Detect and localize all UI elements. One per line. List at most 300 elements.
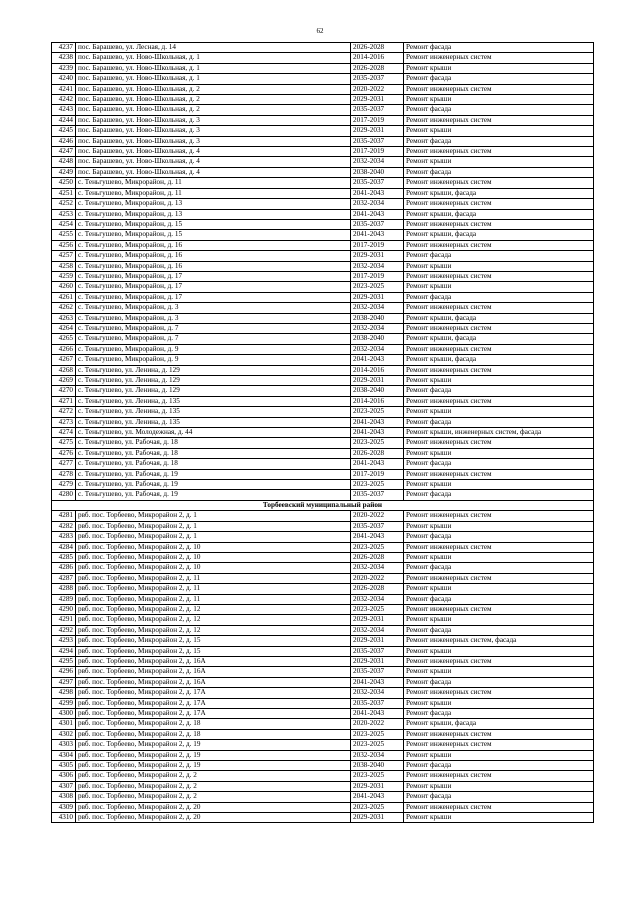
row-address: с. Теньгушево, ул. Рабочая, д. 18 [76,459,351,469]
table-row [52,688,594,698]
row-address: рвб. пос. Торбеево, Микрорайон 2, д. 18 [76,719,351,729]
row-work-type: Ремонт инженерных систем [404,303,594,313]
table-row [52,813,594,823]
row-number: 4285 [52,552,76,562]
row-address: рвб. пос. Торбеево, Микрорайон 2, д. 10 [76,542,351,552]
row-address: пос. Барашево, ул. Ново-Школьная, д. 1 [76,74,351,84]
table-row [52,240,594,250]
row-work-type: Ремонт крыши [404,646,594,656]
row-period: 2029-2031 [351,656,404,666]
row-period: 2029-2031 [351,95,404,105]
page-number: 62 [316,27,324,35]
table-row [52,761,594,771]
row-period: 2020-2022 [351,511,404,521]
row-work-type: Ремонт инженерных систем [404,53,594,63]
row-number: 4299 [52,698,76,708]
row-number: 4279 [52,480,76,490]
row-work-type: Ремонт крыши, фасада [404,230,594,240]
row-work-type: Ремонт инженерных систем [404,178,594,188]
table-row [52,542,594,552]
row-work-type: Ремонт инженерных систем [404,469,594,479]
table-row [52,667,594,677]
row-work-type: Ремонт фасада [404,594,594,604]
row-period: 2032-2034 [351,303,404,313]
row-address: рвб. пос. Торбеево, Микрорайон 2, д. 12 [76,604,351,614]
row-period: 2032-2034 [351,594,404,604]
table-row [52,334,594,344]
row-work-type: Ремонт крыши [404,63,594,73]
row-number: 4286 [52,563,76,573]
table-row [52,740,594,750]
row-period: 2026-2028 [351,43,404,53]
row-address: рвб. пос. Торбеево, Микрорайон 2, д. 19 [76,761,351,771]
row-address: с. Теньгушево, ул. Ленина, д. 135 [76,396,351,406]
row-work-type: Ремонт инженерных систем [404,438,594,448]
row-address: рвб. пос. Торбеево, Микрорайон 2, д. 10 [76,563,351,573]
row-period: 2032-2034 [351,344,404,354]
row-number: 4267 [52,355,76,365]
table-row [52,115,594,125]
row-address: пос. Барашево, ул. Лесная, д. 14 [76,43,351,53]
row-period: 2032-2034 [351,261,404,271]
table-row [52,396,594,406]
row-number: 4291 [52,615,76,625]
row-period: 2023-2025 [351,802,404,812]
row-number: 4293 [52,636,76,646]
table-row [52,584,594,594]
table-row [52,95,594,105]
row-period: 2017-2019 [351,271,404,281]
row-number: 4237 [52,43,76,53]
row-number: 4302 [52,729,76,739]
row-number: 4275 [52,438,76,448]
row-address: пос. Барашево, ул. Ново-Школьная, д. 4 [76,147,351,157]
row-period: 2041-2043 [351,677,404,687]
table-row [52,709,594,719]
row-work-type: Ремонт фасада [404,167,594,177]
table-row [52,563,594,573]
row-period: 2032-2034 [351,625,404,635]
row-period: 2020-2022 [351,84,404,94]
row-address: рвб. пос. Торбеево, Микрорайон 2, д. 17А [76,709,351,719]
row-period: 2026-2028 [351,448,404,458]
row-work-type: Ремонт фасада [404,792,594,802]
row-address: с. Теньгушево, Микрорайон, д. 13 [76,209,351,219]
row-period: 2032-2034 [351,323,404,333]
row-period: 2029-2031 [351,251,404,261]
row-number: 4258 [52,261,76,271]
row-period: 2014-2016 [351,53,404,63]
row-address: рвб. пос. Торбеево, Микрорайон 2, д. 19 [76,740,351,750]
row-period: 2014-2016 [351,365,404,375]
row-work-type: Ремонт инженерных систем [404,199,594,209]
row-address: рвб. пос. Торбеево, Микрорайон 2, д. 1 [76,532,351,542]
table-row [52,480,594,490]
row-number: 4278 [52,469,76,479]
row-period: 2038-2040 [351,334,404,344]
row-work-type: Ремонт инженерных систем [404,344,594,354]
table-body-part-a [52,43,594,501]
row-work-type: Ремонт фасада [404,490,594,500]
row-number: 4262 [52,303,76,313]
row-work-type: Ремонт крыши [404,448,594,458]
table-row [52,677,594,687]
table-row [52,719,594,729]
table-row [52,313,594,323]
row-address: рвб. пос. Торбеево, Микрорайон 2, д. 17А [76,688,351,698]
row-work-type: Ремонт фасада [404,532,594,542]
row-address: с. Теньгушево, ул. Ленина, д. 129 [76,386,351,396]
row-work-type: Ремонт инженерных систем [404,604,594,614]
row-address: с. Теньгушево, ул. Рабочая, д. 19 [76,480,351,490]
table-row [52,428,594,438]
row-period: 2041-2043 [351,792,404,802]
row-work-type: Ремонт фасада [404,417,594,427]
row-address: рвб. пос. Торбеево, Микрорайон 2, д. 1 [76,511,351,521]
row-period: 2035-2037 [351,667,404,677]
row-work-type: Ремонт инженерных систем [404,740,594,750]
row-address: с. Теньгушево, Микрорайон, д. 17 [76,292,351,302]
row-period: 2041-2043 [351,188,404,198]
row-address: с. Теньгушево, ул. Рабочая, д. 18 [76,448,351,458]
row-work-type: Ремонт инженерных систем [404,656,594,666]
row-work-type: Ремонт крыши, фасада [404,334,594,344]
row-address: рвб. пос. Торбеево, Микрорайон 2, д. 20 [76,802,351,812]
row-number: 4261 [52,292,76,302]
row-number: 4256 [52,240,76,250]
row-period: 2026-2028 [351,63,404,73]
row-number: 4281 [52,511,76,521]
row-work-type: Ремонт крыши, инженерных систем, фасада [404,428,594,438]
table-row [52,532,594,542]
row-number: 4277 [52,459,76,469]
table-row [52,230,594,240]
row-address: пос. Барашево, ул. Ново-Школьная, д. 4 [76,157,351,167]
row-period: 2020-2022 [351,573,404,583]
row-work-type: Ремонт крыши, фасада [404,209,594,219]
row-address: с. Теньгушево, Микрорайон, д. 11 [76,178,351,188]
table-row [52,136,594,146]
repair-schedule-table [51,42,594,823]
row-address: пос. Барашево, ул. Ново-Школьная, д. 3 [76,136,351,146]
row-number: 4305 [52,761,76,771]
table-row [52,781,594,791]
row-period: 2023-2025 [351,604,404,614]
row-work-type: Ремонт инженерных систем, фасада [404,636,594,646]
row-address: с. Теньгушево, Микрорайон, д. 17 [76,271,351,281]
row-number: 4292 [52,625,76,635]
row-period: 2029-2031 [351,813,404,823]
table-row [52,521,594,531]
row-work-type: Ремонт крыши [404,282,594,292]
row-period: 2032-2034 [351,199,404,209]
row-number: 4255 [52,230,76,240]
row-number: 4273 [52,417,76,427]
row-number: 4240 [52,74,76,84]
row-address: с. Теньгушево, Микрорайон, д. 9 [76,344,351,354]
row-number: 4238 [52,53,76,63]
section-row [52,500,594,510]
row-period: 2026-2028 [351,552,404,562]
table-row [52,636,594,646]
table-row [52,771,594,781]
row-work-type: Ремонт фасада [404,677,594,687]
row-number: 4309 [52,802,76,812]
row-number: 4304 [52,750,76,760]
table-row [52,167,594,177]
table-row [52,344,594,354]
row-period: 2035-2037 [351,219,404,229]
row-number: 4259 [52,271,76,281]
row-number: 4242 [52,95,76,105]
row-address: с. Теньгушево, ул. Рабочая, д. 19 [76,490,351,500]
row-address: с. Теньгушево, Микрорайон, д. 15 [76,219,351,229]
row-address: с. Теньгушево, Микрорайон, д. 17 [76,282,351,292]
row-number: 4260 [52,282,76,292]
row-work-type: Ремонт фасада [404,292,594,302]
row-number: 4303 [52,740,76,750]
row-number: 4246 [52,136,76,146]
row-number: 4239 [52,63,76,73]
row-address: с. Теньгушево, Микрорайон, д. 16 [76,251,351,261]
row-period: 2017-2019 [351,115,404,125]
row-number: 4294 [52,646,76,656]
table-row [52,729,594,739]
row-number: 4283 [52,532,76,542]
row-period: 2032-2034 [351,563,404,573]
table-row [52,417,594,427]
table-row [52,490,594,500]
row-work-type: Ремонт фасада [404,74,594,84]
row-period: 2035-2037 [351,178,404,188]
table-row [52,594,594,604]
row-number: 4257 [52,251,76,261]
row-address: с. Теньгушево, Микрорайон, д. 9 [76,355,351,365]
row-work-type: Ремонт фасада [404,136,594,146]
row-period: 2017-2019 [351,240,404,250]
row-work-type: Ремонт инженерных систем [404,802,594,812]
row-period: 2023-2025 [351,542,404,552]
table-row [52,209,594,219]
table-row [52,792,594,802]
table-row [52,386,594,396]
row-address: с. Теньгушево, ул. Рабочая, д. 19 [76,469,351,479]
table-row [52,188,594,198]
row-work-type: Ремонт крыши [404,126,594,136]
row-work-type: Ремонт крыши [404,552,594,562]
row-address: рвб. пос. Торбеево, Микрорайон 2, д. 17А [76,698,351,708]
row-address: рвб. пос. Торбеево, Микрорайон 2, д. 2 [76,792,351,802]
row-period: 2029-2031 [351,781,404,791]
row-work-type: Ремонт инженерных систем [404,511,594,521]
table-row [52,365,594,375]
row-number: 4282 [52,521,76,531]
row-number: 4241 [52,84,76,94]
row-number: 4251 [52,188,76,198]
row-number: 4296 [52,667,76,677]
row-work-type: Ремонт фасада [404,563,594,573]
row-period: 2023-2025 [351,480,404,490]
row-period: 2041-2043 [351,355,404,365]
table-row [52,511,594,521]
table-row [52,438,594,448]
row-number: 4254 [52,219,76,229]
row-period: 2035-2037 [351,490,404,500]
row-period: 2035-2037 [351,74,404,84]
row-number: 4269 [52,376,76,386]
row-period: 2023-2025 [351,771,404,781]
row-work-type: Ремонт инженерных систем [404,729,594,739]
row-period: 2035-2037 [351,698,404,708]
row-work-type: Ремонт инженерных систем [404,573,594,583]
row-period: 2023-2025 [351,407,404,417]
table-body-part-b [52,511,594,823]
row-work-type: Ремонт инженерных систем [404,115,594,125]
row-address: рвб. пос. Торбеево, Микрорайон 2, д. 2 [76,771,351,781]
table-row [52,84,594,94]
row-address: рвб. пос. Торбеево, Микрорайон 2, д. 16А [76,667,351,677]
row-number: 4307 [52,781,76,791]
row-number: 4250 [52,178,76,188]
row-number: 4295 [52,656,76,666]
row-period: 2032-2034 [351,688,404,698]
row-address: с. Теньгушево, Микрорайон, д. 11 [76,188,351,198]
row-number: 4248 [52,157,76,167]
row-number: 4300 [52,709,76,719]
row-number: 4264 [52,323,76,333]
row-period: 2023-2025 [351,282,404,292]
row-number: 4247 [52,147,76,157]
row-number: 4270 [52,386,76,396]
row-work-type: Ремонт инженерных систем [404,396,594,406]
row-address: рвб. пос. Торбеево, Микрорайон 2, д. 16А [76,677,351,687]
row-work-type: Ремонт крыши [404,584,594,594]
row-period: 2041-2043 [351,230,404,240]
row-work-type: Ремонт крыши, фасада [404,188,594,198]
row-address: рвб. пос. Торбеево, Микрорайон 2, д. 20 [76,813,351,823]
row-address: пос. Барашево, ул. Ново-Школьная, д. 3 [76,115,351,125]
row-number: 4252 [52,199,76,209]
table-row [52,157,594,167]
row-number: 4308 [52,792,76,802]
table-row [52,53,594,63]
row-number: 4280 [52,490,76,500]
row-work-type: Ремонт крыши [404,157,594,167]
row-work-type: Ремонт фасада [404,43,594,53]
row-address: рвб. пос. Торбеево, Микрорайон 2, д. 15 [76,636,351,646]
row-period: 2029-2031 [351,376,404,386]
table-row [52,407,594,417]
row-period: 2038-2040 [351,386,404,396]
row-address: рвб. пос. Торбеево, Микрорайон 2, д. 1 [76,521,351,531]
row-work-type: Ремонт крыши, фасада [404,313,594,323]
row-work-type: Ремонт инженерных систем [404,147,594,157]
table-row [52,459,594,469]
row-work-type: Ремонт крыши, фасада [404,719,594,729]
table-row [52,469,594,479]
row-address: рвб. пос. Торбеево, Микрорайон 2, д. 12 [76,615,351,625]
table-row [52,282,594,292]
row-period: 2038-2040 [351,313,404,323]
row-period: 2026-2028 [351,584,404,594]
table-row [52,292,594,302]
row-work-type: Ремонт крыши [404,667,594,677]
row-period: 2023-2025 [351,740,404,750]
table-row [52,552,594,562]
table-row [52,656,594,666]
row-work-type: Ремонт крыши [404,698,594,708]
table-row [52,615,594,625]
row-work-type: Ремонт крыши [404,95,594,105]
row-work-type: Ремонт крыши [404,750,594,760]
row-address: с. Теньгушево, Микрорайон, д. 3 [76,313,351,323]
row-work-type: Ремонт крыши [404,521,594,531]
row-work-type: Ремонт фасада [404,625,594,635]
table-row [52,698,594,708]
row-address: пос. Барашево, ул. Ново-Школьная, д. 2 [76,84,351,94]
row-address: рвб. пос. Торбеево, Микрорайон 2, д. 2 [76,781,351,791]
row-address: с. Теньгушево, Микрорайон, д. 7 [76,334,351,344]
row-period: 2041-2043 [351,417,404,427]
row-number: 4244 [52,115,76,125]
row-work-type: Ремонт фасада [404,761,594,771]
table-row [52,448,594,458]
row-period: 2029-2031 [351,126,404,136]
row-address: с. Теньгушево, ул. Ленина, д. 129 [76,365,351,375]
row-number: 4301 [52,719,76,729]
row-work-type: Ремонт фасада [404,459,594,469]
row-period: 2041-2043 [351,209,404,219]
section-header [52,500,594,510]
row-period: 2041-2043 [351,532,404,542]
row-work-type: Ремонт крыши [404,376,594,386]
row-work-type: Ремонт инженерных систем [404,365,594,375]
row-address: пос. Барашево, ул. Ново-Школьная, д. 1 [76,53,351,63]
table-row [52,219,594,229]
table-row [52,63,594,73]
table-row [52,261,594,271]
table-row [52,126,594,136]
row-address: с. Теньгушево, Микрорайон, д. 16 [76,240,351,250]
row-number: 4249 [52,167,76,177]
row-work-type: Ремонт инженерных систем [404,240,594,250]
row-work-type: Ремонт фасада [404,709,594,719]
row-number: 4310 [52,813,76,823]
row-work-type: Ремонт крыши [404,261,594,271]
row-address: рвб. пос. Торбеево, Микрорайон 2, д. 16А [76,656,351,666]
table-row [52,251,594,261]
row-period: 2041-2043 [351,428,404,438]
row-address: рвб. пос. Торбеево, Микрорайон 2, д. 19 [76,750,351,760]
row-address: пос. Барашево, ул. Ново-Школьная, д. 2 [76,105,351,115]
row-address: пос. Барашево, ул. Ново-Школьная, д. 3 [76,126,351,136]
row-address: с. Теньгушево, ул. Ленина, д. 135 [76,417,351,427]
row-number: 4298 [52,688,76,698]
table-row [52,105,594,115]
row-period: 2032-2034 [351,750,404,760]
table-row [52,199,594,209]
row-period: 2038-2040 [351,167,404,177]
row-address: с. Теньгушево, ул. Ленина, д. 135 [76,407,351,417]
row-number: 4288 [52,584,76,594]
row-number: 4289 [52,594,76,604]
row-address: пос. Барашево, ул. Ново-Школьная, д. 2 [76,95,351,105]
row-address: пос. Барашево, ул. Ново-Школьная, д. 1 [76,63,351,73]
row-address: с. Теньгушево, Микрорайон, д. 13 [76,199,351,209]
row-period: 2041-2043 [351,709,404,719]
table-row [52,303,594,313]
row-number: 4306 [52,771,76,781]
